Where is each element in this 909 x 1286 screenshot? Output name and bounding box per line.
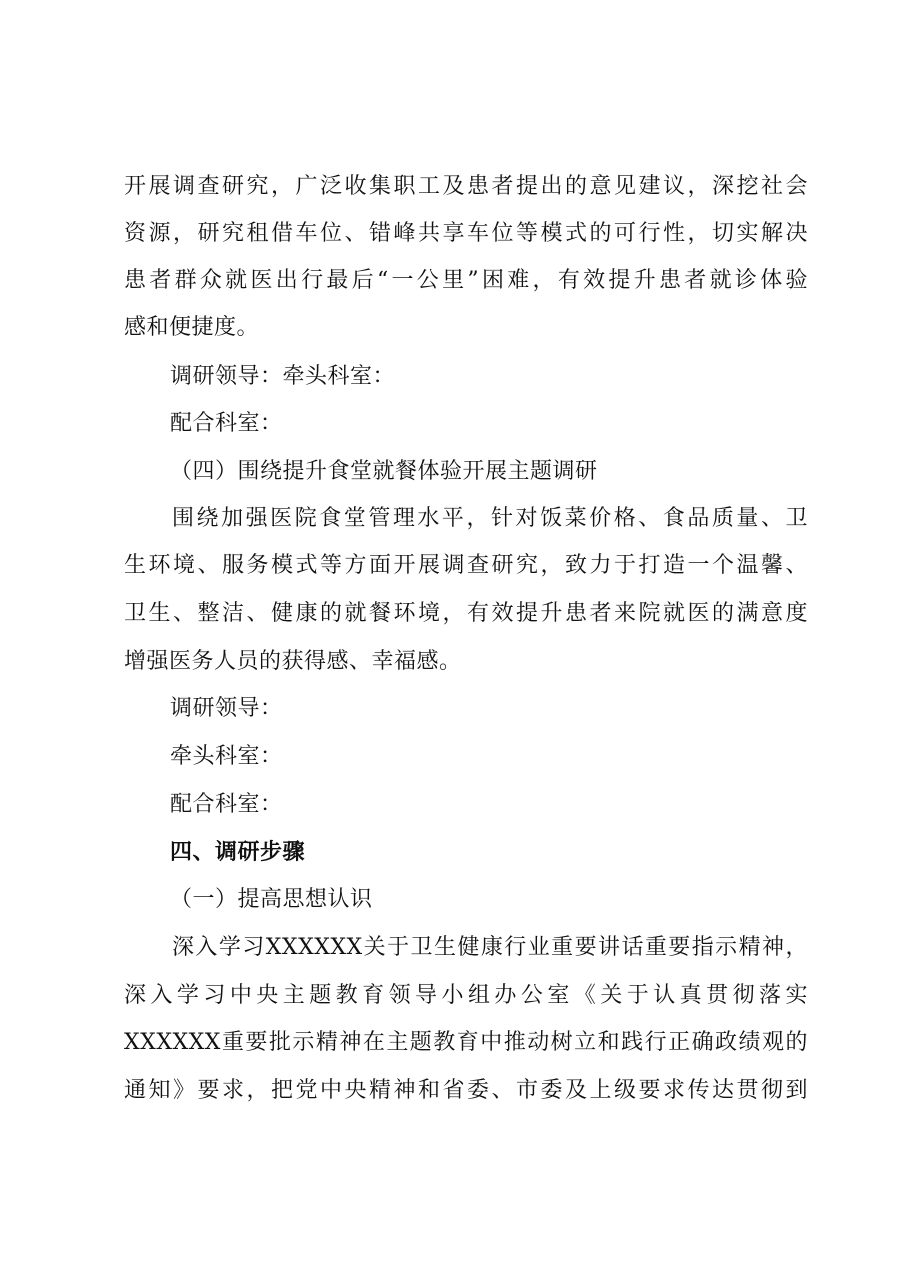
paragraph-line: 深入学习中央主题教育领导小组办公室《关于认真贯彻落实 xyxy=(124,983,808,1008)
paragraph-line: 增强医务人员的获得感、幸福感。 xyxy=(124,649,462,674)
section-heading: 四、调研步骤 xyxy=(170,840,306,865)
cooperating-dept-line: 配合科室： xyxy=(170,411,283,436)
paragraph-line: 患者群众就医出行最后“一公里”困难，有效提升患者就诊体验 xyxy=(124,268,808,293)
paragraph-line: 卫生、整洁、健康的就餐环境，有效提升患者来院就医的满意度 xyxy=(124,601,808,626)
paragraph-line: 围绕加强医院食堂管理水平，针对饭菜价格、食品质量、卫 xyxy=(172,506,808,531)
paragraph-line: 感和便捷度。 xyxy=(124,315,260,340)
paragraph-line: 开展调查研究，广泛收集职工及患者提出的意见建议，深挖社会 xyxy=(124,174,808,199)
paragraph-line: 深入学习XXXXXX关于卫生健康行业重要讲话重要指示精神， xyxy=(172,935,808,960)
section-subheading: （一）提高思想认识 xyxy=(170,887,373,912)
lead-dept-line: 牵头科室： xyxy=(170,744,283,769)
paragraph-line: 资源，研究租借车位、错峰共享车位等模式的可行性，切实解决 xyxy=(124,221,808,246)
cooperating-dept-line: 配合科室： xyxy=(170,792,283,817)
research-leader-line: 调研领导： xyxy=(170,696,283,721)
section-subheading: （四）围绕提升食堂就餐体验开展主题调研 xyxy=(170,459,598,484)
paragraph-line: 生环境、服务模式等方面开展调查研究，致力于打造一个温馨、 xyxy=(124,553,808,578)
paragraph-line: 通知》要求，把党中央精神和省委、市委及上级要求传达贯彻到 xyxy=(124,1078,808,1103)
research-leader-line: 调研领导：牵头科室： xyxy=(170,364,396,389)
paragraph-line: XXXXXX重要批示精神在主题教育中推动树立和践行正确政绩观的 xyxy=(124,1030,808,1055)
